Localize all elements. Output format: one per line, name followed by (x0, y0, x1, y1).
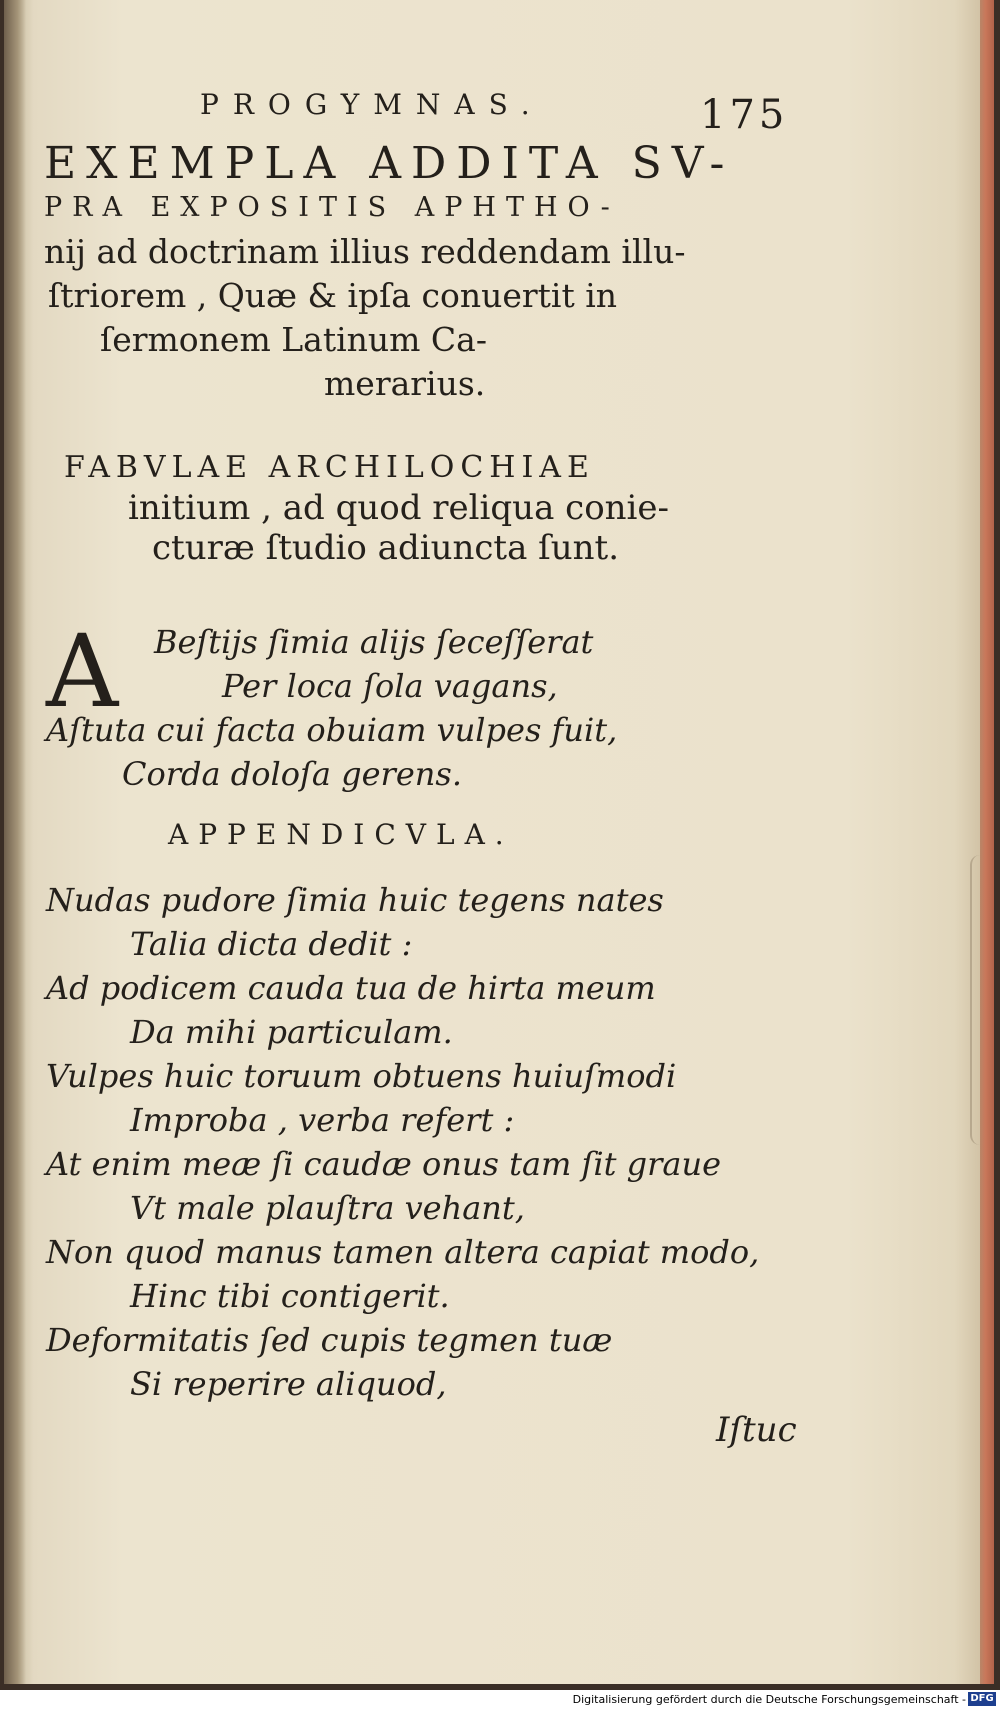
verse-line: At enim meæ ſi caudæ onus tam ſit graue (46, 1145, 722, 1183)
fable-heading (64, 448, 784, 568)
verse-line: Improba , verba refert : (130, 1101, 515, 1139)
page-fore-edge (980, 0, 994, 1684)
dfg-logo: DFG (968, 1692, 996, 1706)
drop-capital: A (46, 613, 119, 730)
verse-line: Deformitatis ſed cupis tegmen tuæ (46, 1321, 613, 1359)
running-head: PROGYMNAS. (200, 88, 544, 121)
title-line-1: EXEMPLA ADDITA SV- (44, 138, 735, 189)
gutter-shadow (4, 0, 26, 1684)
title-line-5: ſermonem Latinum Ca- (100, 320, 488, 359)
verse-line: Hinc tibi contigerit. (130, 1277, 450, 1315)
fable-heading-line-3: cturæ ſtudio adiuncta ſunt. (152, 528, 620, 568)
verse-line: Ad podicem cauda tua de hirta meum (46, 969, 656, 1007)
verse-line: Per loca ſola vagans, (222, 667, 558, 705)
fable-heading-line-1: FABVLAE ARCHILOCHIAE (64, 450, 595, 485)
title-line-6: merarius. (324, 364, 486, 403)
title-line-2: PRA EXPOSITIS APHTHO- (44, 192, 620, 223)
catchword: Iſtuc (716, 1410, 797, 1450)
verse-line: Talia dicta dedit : (130, 925, 413, 963)
title-line-4: ſtriorem , Quæ & ipſa conuertit in (48, 276, 618, 315)
appendix-heading: APPENDICVLA. (168, 818, 514, 851)
verse-line: Corda doloſa gerens. (122, 755, 462, 793)
verse-line: Da mihi particulam. (130, 1013, 453, 1051)
digitization-credit: Digitalisierung gefördert durch die Deutsche Forschungsgemeinschaft - (572, 1693, 966, 1706)
verse-line: Si reperire aliquod, (130, 1365, 447, 1403)
section-title (44, 138, 794, 406)
verse-line: Vulpes huic toruum obtuens huiuſmodi (46, 1057, 677, 1095)
verse-line: Vt male plauſtra vehant, (130, 1189, 525, 1227)
verse-line: Non quod manus tamen altera capiat modo, (46, 1233, 760, 1271)
verse-line: Beſtijs ſimia alijs ſeceſſerat (154, 623, 594, 661)
verse-line: Nudas pudore ſimia huic tegens nates (46, 881, 664, 919)
verse-line: Aſtuta cui facta obuiam vulpes fuit, (46, 711, 618, 749)
title-line-3: nij ad doctrinam illius reddendam illu- (44, 232, 686, 271)
page-number: 175 (700, 92, 789, 138)
page-tab-impression (970, 855, 994, 1145)
fable-heading-line-2: initium , ad quod reliqua conie- (128, 488, 670, 528)
